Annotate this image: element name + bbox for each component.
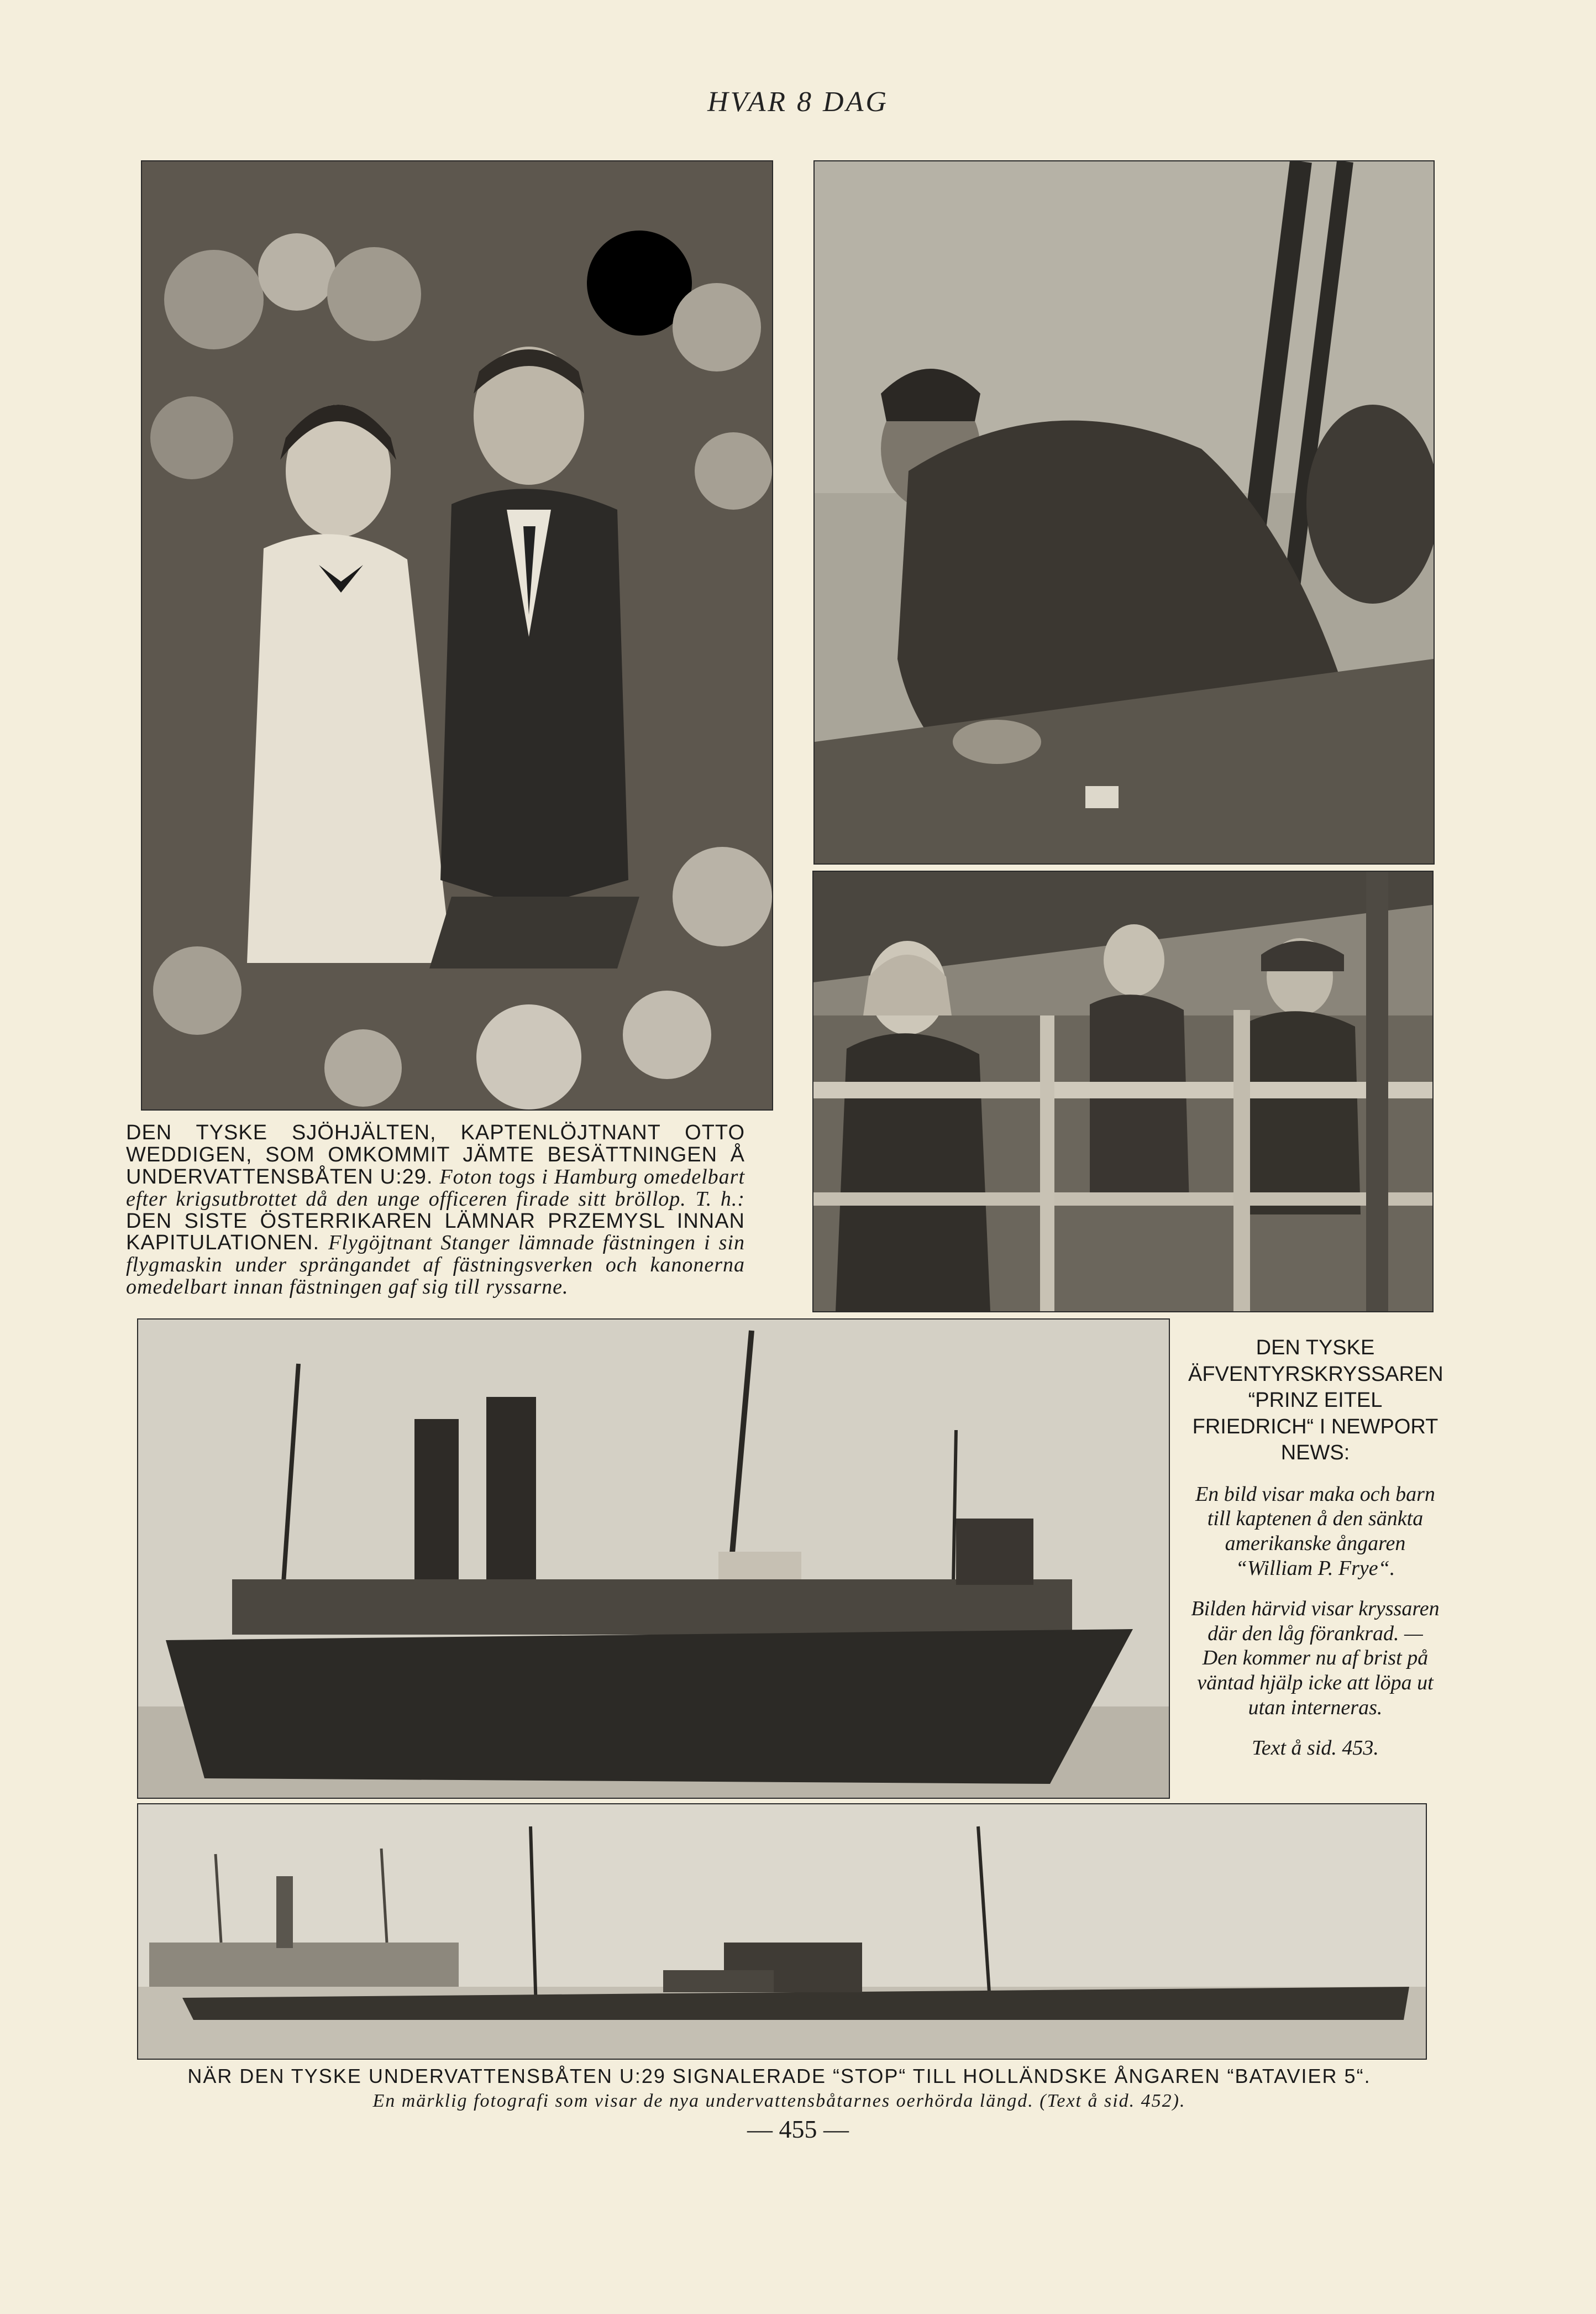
side-caption-ref: Text å sid. 453. bbox=[1252, 1736, 1379, 1760]
cruiser-ship-illustration bbox=[138, 1320, 1169, 1798]
page-header: HVAR 8 DAG bbox=[707, 86, 889, 118]
aviator-illustration bbox=[815, 161, 1434, 863]
side-caption-italic-1: En bild visar maka och barn till kaptenen å den sänkta amerikanske ångaren “William P. Frye“. bbox=[1195, 1482, 1435, 1580]
aviator-photo bbox=[813, 160, 1435, 865]
left-caption-italic-2: Flygöjtnant Stanger lämnade fästningen i sin flygmaskin under sprängandet af fästningsverken och kanonerna omedelbart innan fästningen gaf sig till ryssarne. bbox=[126, 1231, 745, 1299]
wedding-couple-illustration bbox=[142, 161, 772, 1109]
wedding-couple-photo bbox=[141, 160, 773, 1111]
left-caption-th: T. h.: bbox=[695, 1187, 745, 1211]
left-caption bbox=[126, 1122, 745, 1299]
submarine-illustration bbox=[138, 1804, 1426, 2059]
bottom-caption-main: NÄR DEN TYSKE UNDERVATTENSBÅTEN U:29 SIGNALERADE “STOP“ TILL HOLLÄNDSKE ÅNGAREN “BATAVIER 5“. bbox=[187, 2065, 1371, 2087]
family-at-railing-illustration bbox=[813, 872, 1432, 1311]
left-caption-italic-1: Foton togs i Hamburg omedelbart efter krigsutbrottet då den unge officeren firade sitt bröllop. bbox=[126, 1165, 745, 1211]
bottom-caption-italic: En märklig fotografi som visar de nya undervattensbåtarnes oerhörda längd. (Text å sid. 452). bbox=[372, 2091, 1186, 2111]
side-caption bbox=[1188, 1335, 1442, 1761]
left-caption-main-2: DEN SISTE ÖSTERRIKAREN LÄMNAR PRZEMYSL INNAN KAPITULATIONEN. bbox=[126, 1209, 745, 1255]
submarine-photo bbox=[137, 1803, 1427, 2060]
family-at-railing-photo bbox=[812, 871, 1434, 1312]
side-caption-italic-2: Bilden härvid visar kryssaren där den låg förankrad. — Den kommer nu af brist på väntad hjälp icke att löpa ut utan interneras. bbox=[1191, 1596, 1440, 1720]
left-caption-main: DEN TYSKE SJÖHJÄLTEN, KAPTENLÖJTNANT OTTO WEDDIGEN, SOM OMKOMMIT JÄMTE BESÄTTNINGEN Å UNDERVATTENSBÅTEN U:29. bbox=[126, 1121, 745, 1189]
cruiser-ship-photo bbox=[137, 1318, 1170, 1799]
side-caption-main: DEN TYSKE ÄFVENTYRSKRYSSAREN “PRINZ EITEL FRIEDRICH“ I NEWPORT NEWS: bbox=[1188, 1336, 1443, 1464]
page-number: — 455 — bbox=[747, 2115, 849, 2143]
